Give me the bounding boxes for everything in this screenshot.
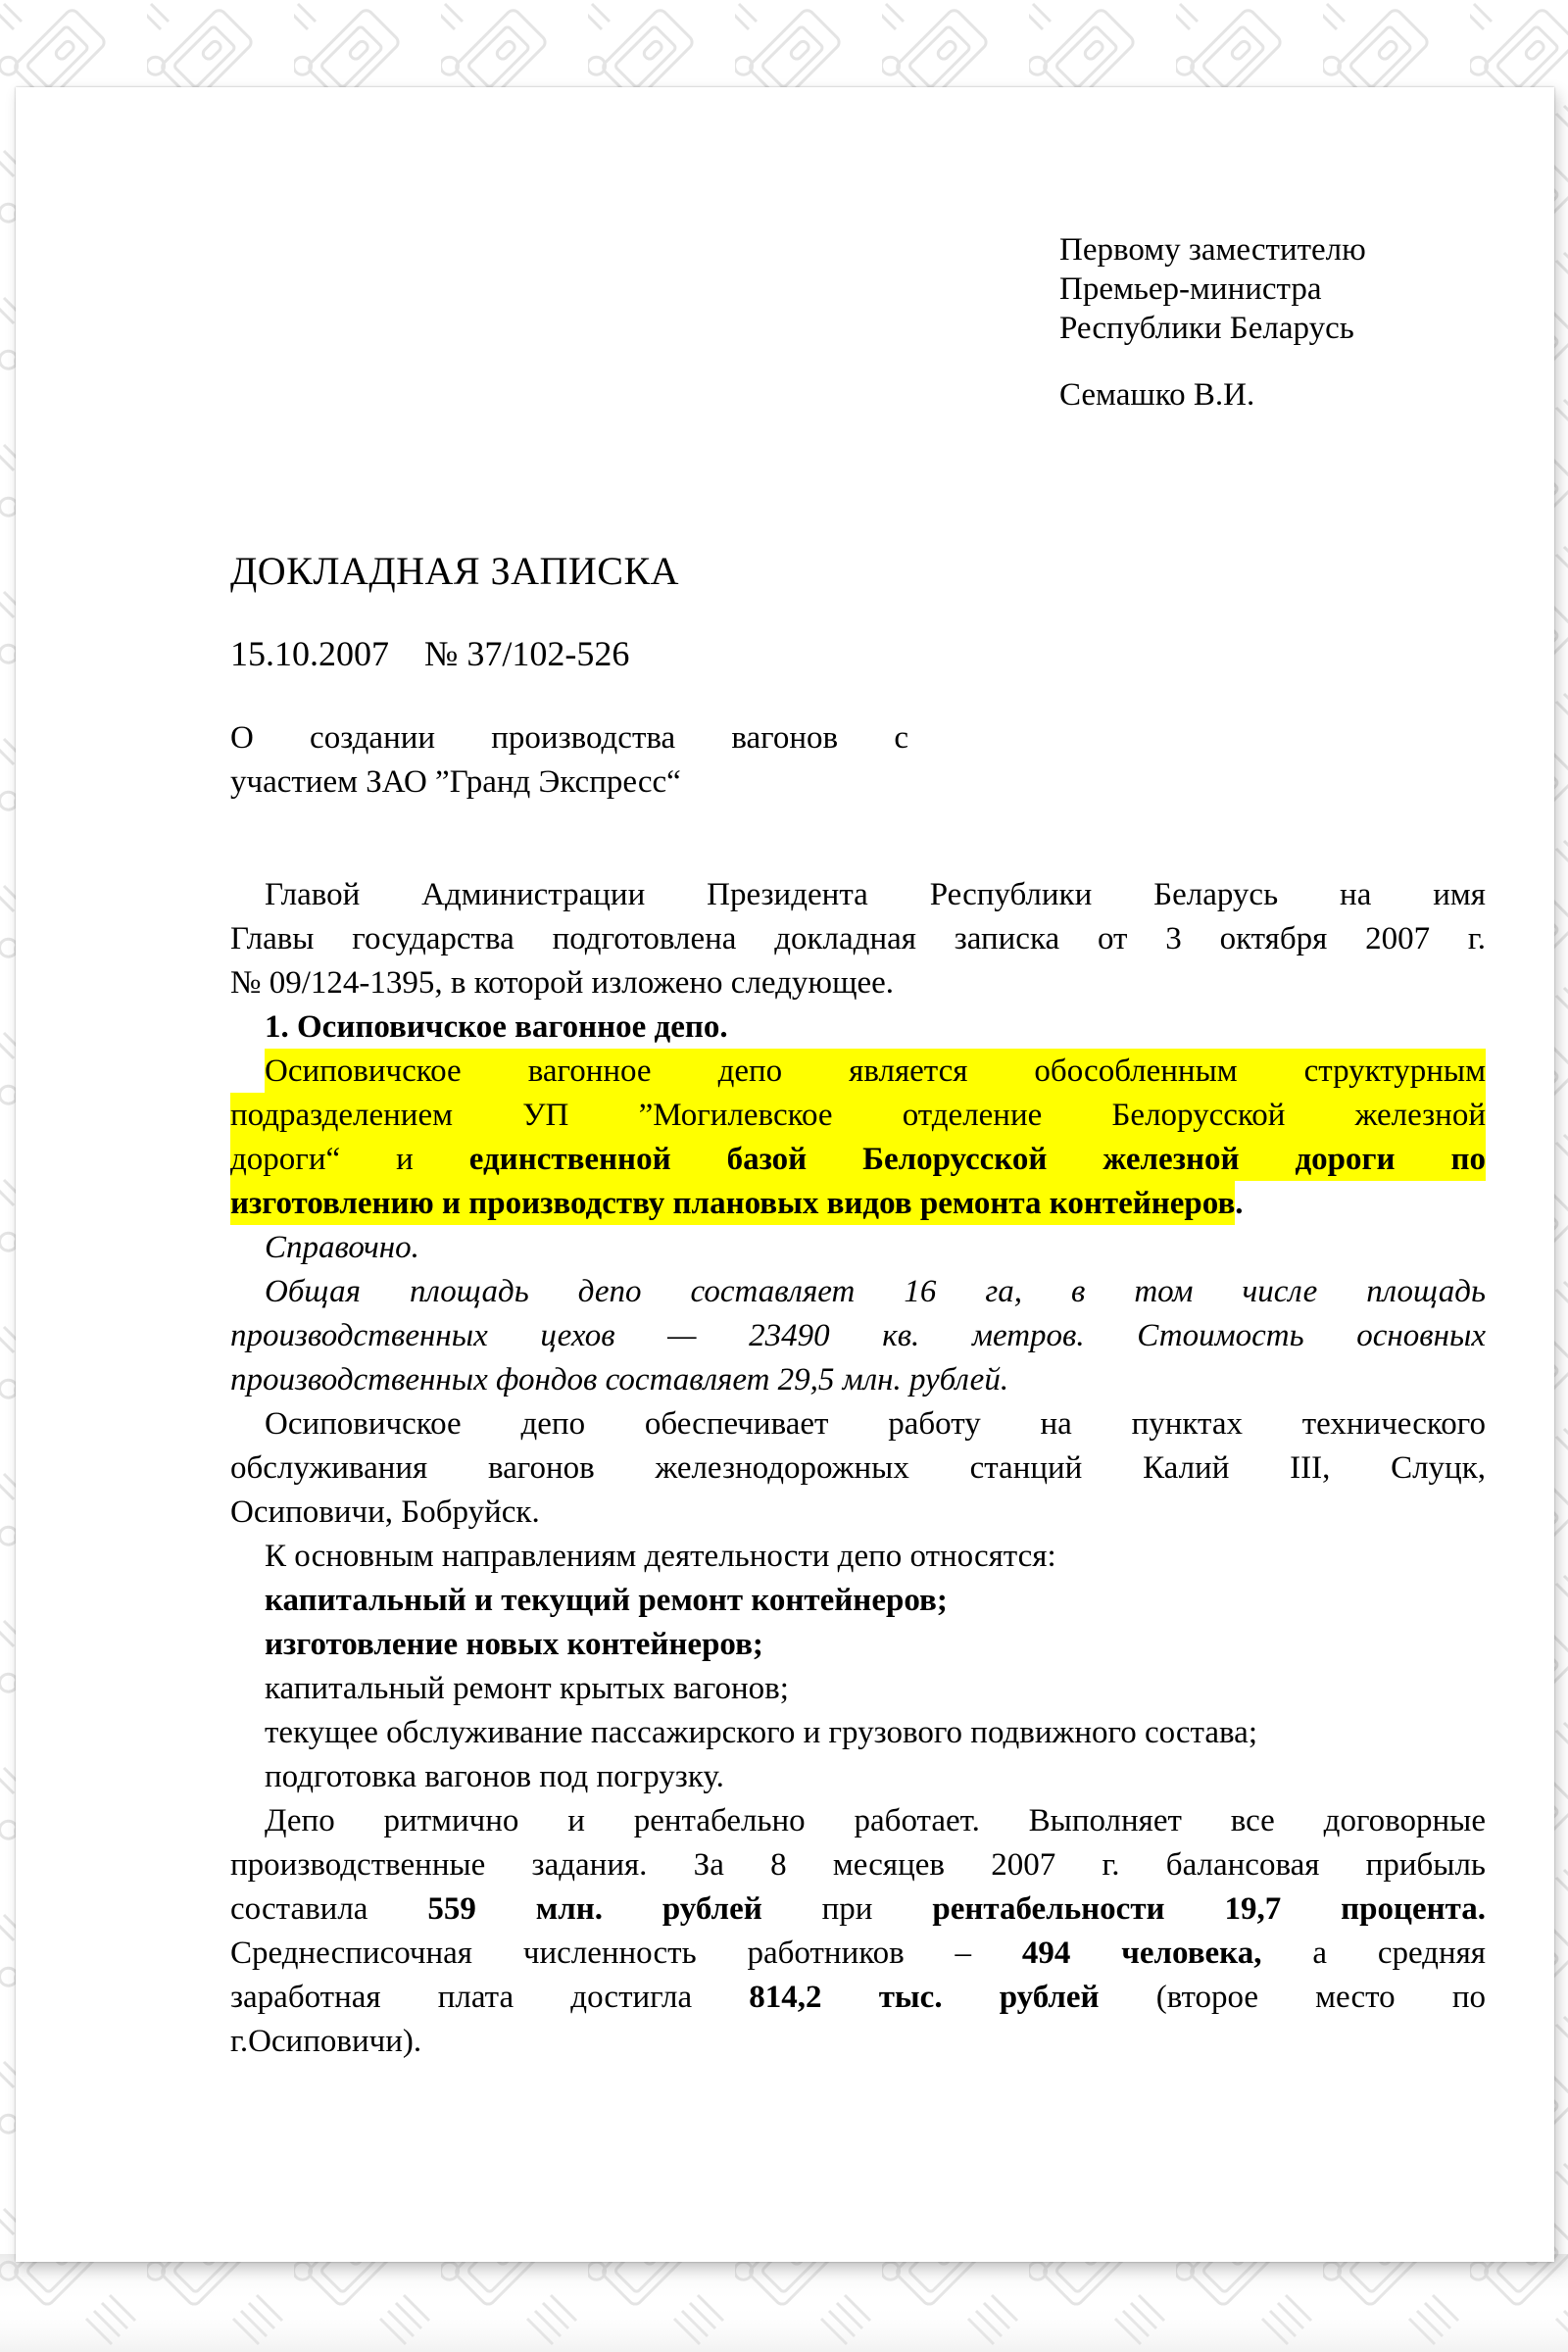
- document-meta: [230, 630, 1486, 677]
- text-line: [230, 917, 1486, 961]
- text-segment: Главы государства подготовлена докладная записка от 3 октября 2007 г.: [230, 921, 1486, 956]
- subject-line: участием ЗАО ”Гранд Экспресс“: [230, 764, 681, 800]
- text-line: [230, 1535, 1486, 1579]
- text-segment: Осиповичи, Бобруйск.: [230, 1494, 540, 1530]
- highlighted-text-segment: единственной базой Белорусской железной дороги по: [469, 1137, 1486, 1181]
- document-page: [16, 87, 1554, 2262]
- text-line: [230, 1358, 1486, 1402]
- text-segment: Среднесписочная численность работников –: [230, 1936, 1022, 1971]
- text-line: [230, 1623, 1486, 1667]
- text-segment: капитальный и текущий ремонт контейнеров;: [265, 1583, 948, 1618]
- text-line: [230, 1402, 1486, 1446]
- document-body: [230, 873, 1486, 2064]
- text-line: [230, 873, 1486, 917]
- text-segment: составила: [230, 1891, 428, 1927]
- paragraph: [230, 873, 1486, 1005]
- document-date: 15.10.2007: [230, 634, 389, 673]
- text-segment: производственных цехов — 23490 кв. метров. Стоимость основных: [230, 1318, 1486, 1353]
- text-segment: производственные задания. За 8 месяцев 2007 г. балансовая прибыль: [230, 1847, 1486, 1883]
- document-title: ДОКЛАДНАЯ ЗАПИСКА: [230, 549, 680, 593]
- text-segment: 1. Осиповичское вагонное депо.: [265, 1009, 728, 1045]
- body-line: [230, 1711, 1486, 1755]
- highlighted-text-segment: изготовлению и производству плановых видов ремонта контейнеров: [230, 1181, 1235, 1225]
- text-line: [230, 1799, 1486, 1843]
- body-line: [230, 1623, 1486, 1667]
- text-line: [230, 1226, 1486, 1270]
- highlighted-text-segment: Осиповичское вагонное депо является обособленным структурным: [265, 1049, 1486, 1093]
- highlighted-text-segment: дороги“ и: [230, 1137, 469, 1181]
- text-segment: г.Осиповичи).: [230, 2024, 422, 2059]
- text-line: [230, 1711, 1486, 1755]
- text-segment: .: [1235, 1186, 1244, 1221]
- text-segment: изготовление новых контейнеров;: [265, 1627, 763, 1662]
- text-line: [230, 961, 1486, 1005]
- text-line: [230, 1270, 1486, 1314]
- recipient-line: Первому заместителю: [1059, 232, 1366, 268]
- paragraph: [230, 1270, 1486, 1402]
- text-line: [230, 1932, 1486, 1976]
- text-line: [230, 1667, 1486, 1711]
- document-number: № 37/102-526: [424, 634, 630, 673]
- text-line: [230, 1491, 1486, 1535]
- text-line: [230, 1887, 1486, 1932]
- text-segment: капитальный ремонт крытых вагонов;: [265, 1671, 789, 1706]
- text-line: [230, 1579, 1486, 1623]
- recipient-block: [1059, 230, 1486, 415]
- text-segment: Общая площадь депо составляет 16 га, в том числе площадь: [265, 1274, 1486, 1309]
- text-segment: К основным направлениям деятельности депо относятся:: [265, 1539, 1056, 1574]
- text-segment: Справочно.: [265, 1230, 419, 1265]
- recipient-line: Премьер-министра: [1059, 271, 1322, 307]
- paragraph: [230, 1050, 1486, 1226]
- text-segment: Депо ритмично и рентабельно работает. Выполняет все договорные: [265, 1803, 1486, 1838]
- paragraph: [230, 1799, 1486, 2064]
- document-subject: [230, 716, 908, 805]
- text-line: [230, 1050, 1486, 1094]
- text-line: [230, 1314, 1486, 1358]
- text-line: [230, 1138, 1486, 1182]
- body-line: [230, 1226, 1486, 1270]
- body-line: [230, 1667, 1486, 1711]
- section-heading: [230, 1005, 1486, 1050]
- text-line: [230, 1005, 1486, 1050]
- addressee-name: Семашко В.И.: [1059, 377, 1255, 413]
- text-segment: текущее обслуживание пассажирского и грузового подвижного состава;: [265, 1715, 1257, 1750]
- text-line: [230, 1182, 1486, 1226]
- body-line: [230, 1579, 1486, 1623]
- text-line: [230, 1446, 1486, 1491]
- text-segment: Осиповичское депо обеспечивает работу на пунктах технического: [265, 1406, 1486, 1442]
- body-line: [230, 1755, 1486, 1799]
- text-segment: а средняя: [1261, 1936, 1486, 1971]
- text-segment: производственных фондов составляет 29,5 млн. рублей.: [230, 1362, 1009, 1397]
- subject-line: О создании производства вагонов с: [230, 720, 908, 756]
- text-segment: № 09/124-1395, в которой изложено следующее.: [230, 965, 895, 1001]
- text-line: [230, 1843, 1486, 1887]
- text-segment: 559 млн. рублей: [427, 1891, 762, 1927]
- text-segment: при: [761, 1891, 933, 1927]
- recipient-lines: [1059, 230, 1486, 348]
- text-segment: 814,2 тыс. рублей: [749, 1980, 1100, 2015]
- text-segment: (второе место по: [1099, 1980, 1486, 2015]
- body-line: [230, 1535, 1486, 1579]
- paragraph: [230, 1402, 1486, 1535]
- text-line: [230, 1094, 1486, 1138]
- text-segment: Главой Администрации Президента Республики Беларусь на имя: [265, 877, 1486, 912]
- text-segment: заработная плата достигла: [230, 1980, 750, 2015]
- text-segment: 494 человека,: [1021, 1936, 1262, 1971]
- text-line: [230, 2020, 1486, 2064]
- recipient-line: Республики Беларусь: [1059, 311, 1354, 346]
- text-line: [230, 1976, 1486, 2020]
- text-segment: рентабельности 19,7 процента.: [932, 1891, 1486, 1927]
- text-segment: подготовка вагонов под погрузку.: [265, 1759, 724, 1794]
- text-line: [230, 1755, 1486, 1799]
- text-segment: обслуживания вагонов железнодорожных станций Калий III, Слуцк,: [230, 1450, 1486, 1486]
- highlighted-text-segment: подразделением УП ”Могилевское отделение Белорусской железной: [230, 1093, 1486, 1137]
